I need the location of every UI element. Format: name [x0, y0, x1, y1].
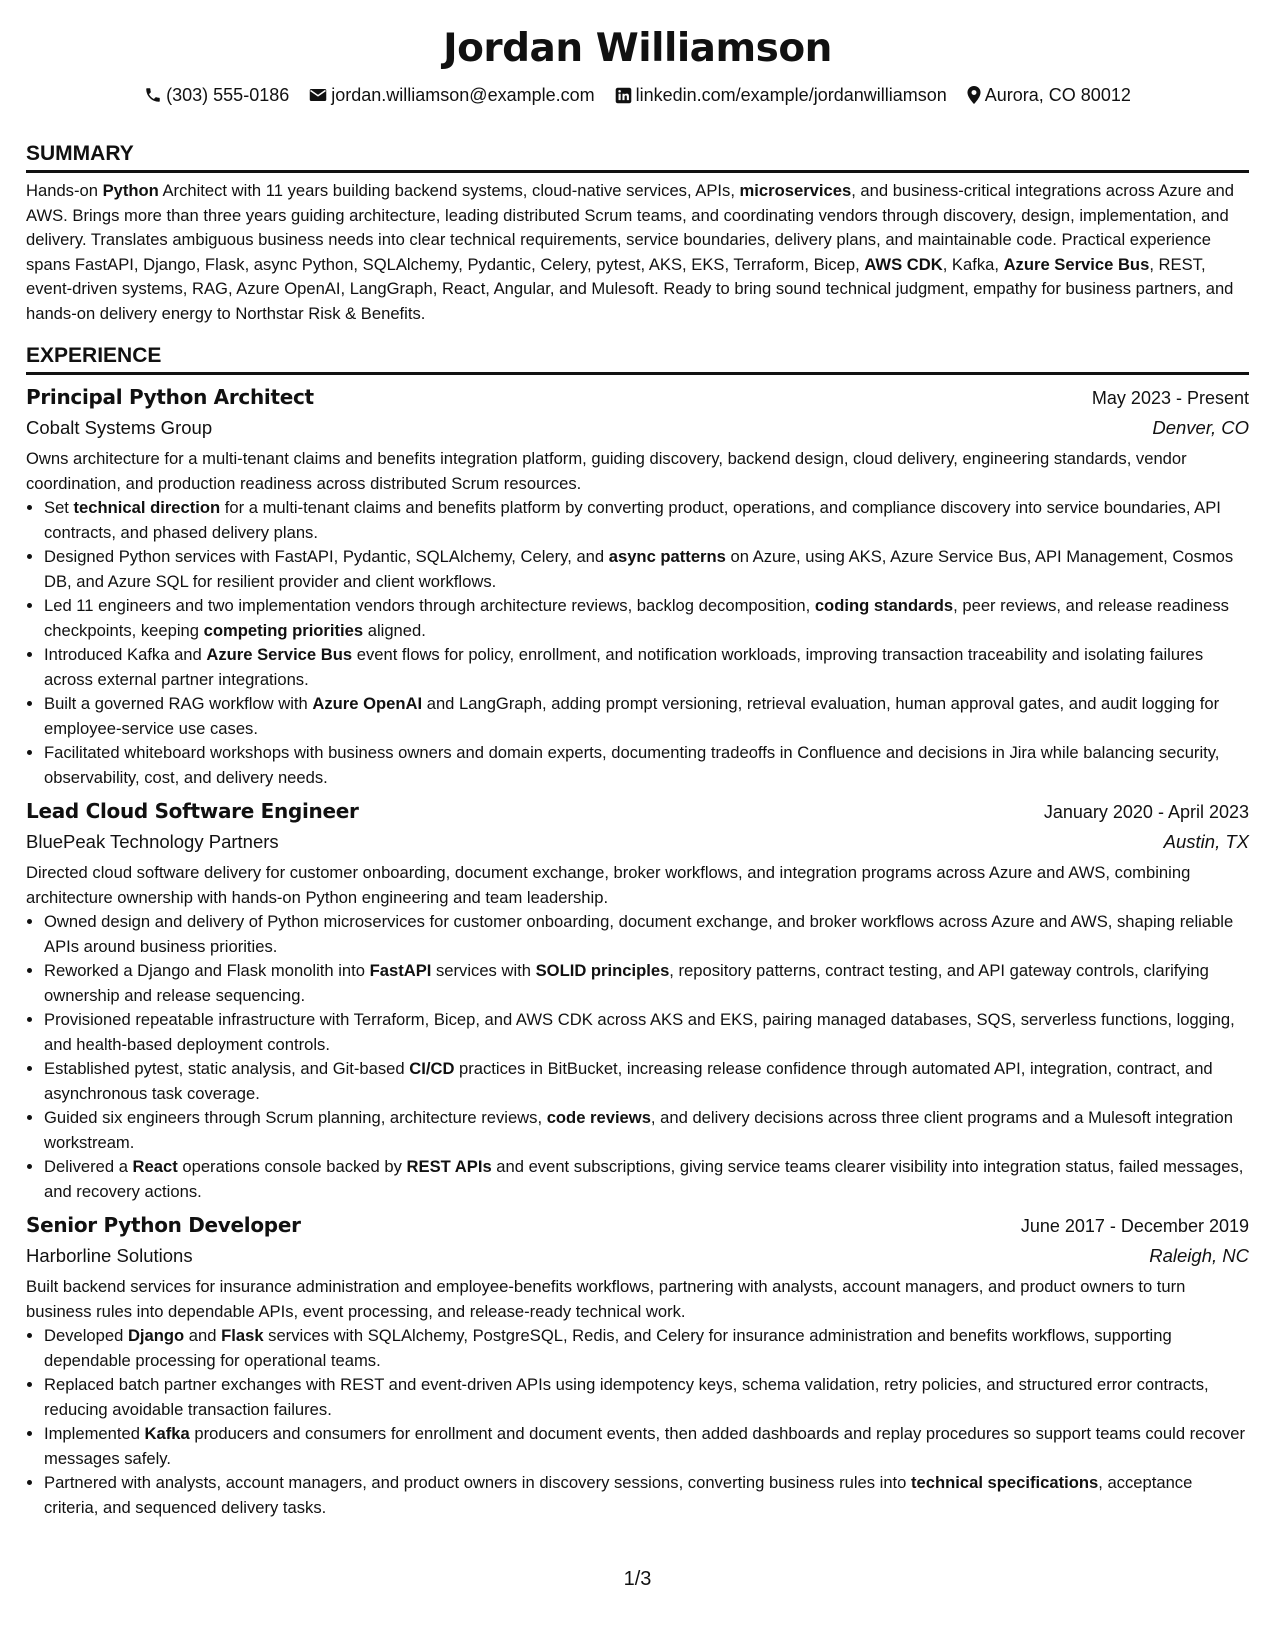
text-run: services with	[431, 961, 536, 980]
text-run: Guided six engineers through Scrum planning, architecture reviews,	[44, 1108, 547, 1127]
summary-text	[26, 179, 1249, 326]
text-run: Established pytest, static analysis, and Git-based	[44, 1059, 410, 1078]
job-header	[26, 384, 1249, 411]
emphasized-text: microservices	[739, 181, 852, 200]
company-name: Cobalt Systems Group	[26, 417, 213, 438]
contact-phone[interactable]	[144, 84, 289, 106]
text-run: and event subscriptions, giving service teams clearer visibility into integration status, failed messages, and recovery actions.	[44, 1157, 1244, 1201]
text-run: , and delivery decisions across three client programs and a Mulesoft integration workstream.	[44, 1108, 1233, 1152]
job-subheader	[26, 830, 1249, 854]
emphasized-text: Python	[102, 181, 159, 200]
candidate-name: Jordan Williamson	[443, 26, 832, 71]
summary-heading: SUMMARY	[26, 142, 1249, 173]
job-header	[26, 798, 1249, 825]
list-item	[44, 1422, 1249, 1471]
email-icon	[309, 87, 327, 103]
resume-page	[26, 0, 1249, 1520]
location-icon	[967, 86, 981, 104]
contact-location	[967, 84, 1131, 106]
emphasized-text: Azure Service Bus	[206, 645, 353, 664]
page-number: 1/3	[623, 1568, 652, 1590]
text-run: , repository patterns, contract testing, and API gateway controls, clarifying ownership and release sequencing.	[44, 961, 1209, 1005]
text-run: Architect with 11 years building backend systems, cloud-native services, APIs,	[158, 181, 740, 200]
text-run: Delivered a	[44, 1157, 133, 1176]
list-item	[44, 1057, 1249, 1106]
list-item	[44, 741, 1249, 790]
list-item	[44, 643, 1249, 692]
text-run: Designed Python services with FastAPI, Pydantic, SQLAlchemy, Celery, and	[44, 547, 609, 566]
phone-number: (303) 555-0186	[166, 85, 290, 105]
list-item	[44, 1106, 1249, 1155]
job-bullets	[26, 1324, 1249, 1520]
text-run: , and business-critical integrations across Azure and AWS. Brings more than three years guiding architecture, leading distributed Scrum teams, and coordinating vendors through discovery, design, implementation, and delivery. Translates ambiguous business needs into clear technical requirements, service boundaries, delivery plans, and maintainable code. Practical experience spans FastAPI, Django, Flask, async Python, SQLAlchemy, Pydantic, Celery, pytest, AKS, EKS, Terraform, Bicep,	[26, 181, 1234, 274]
text-run: Introduced Kafka and	[44, 645, 207, 664]
emphasized-text: CI/CD	[409, 1059, 455, 1078]
emphasized-text: AWS CDK	[864, 254, 943, 274]
job-entry	[26, 798, 1249, 1204]
emphasized-text: async patterns	[608, 547, 726, 566]
emphasized-text: React	[132, 1157, 178, 1176]
text-run: Hands-on	[26, 181, 103, 200]
text-run: services with SQLAlchemy, PostgreSQL, Redis, and Celery for insurance administration and benefits workflows, supporting dependable processing for operational teams.	[44, 1326, 1172, 1370]
job-summary: Directed cloud software delivery for customer onboarding, document exchange, broker workflows, and integration programs across Azure and AWS, combining architecture ownership with hands-on Python engineering and team leadership.	[26, 863, 1191, 907]
phone-icon	[144, 86, 162, 104]
company-name: Harborline Solutions	[26, 1245, 193, 1266]
job-dates: May 2023 - Present	[1091, 388, 1249, 408]
list-item	[44, 692, 1249, 741]
list-item	[44, 1373, 1249, 1422]
emphasized-text: Kafka	[144, 1424, 190, 1443]
job-summary: Owns architecture for a multi-tenant claims and benefits integration platform, guiding discovery, backend design, cloud delivery, engineering standards, vendor coordination, and production readiness across distributed Scrum resources.	[26, 449, 1187, 493]
list-item	[44, 594, 1249, 643]
text-run: Provisioned repeatable infrastructure with Terraform, Bicep, and AWS CDK across AKS and EKS, pairing managed databases, SQS, serverless functions, logging, and health-based deployment controls.	[44, 1010, 1235, 1054]
emphasized-text: technical direction	[73, 498, 221, 517]
text-run: Implemented	[44, 1424, 145, 1443]
job-subheader	[26, 416, 1249, 440]
list-item	[44, 1471, 1249, 1520]
emphasized-text: technical specifications	[911, 1473, 1099, 1492]
job-bullets	[26, 496, 1249, 790]
text-run: and	[184, 1326, 222, 1345]
list-item	[44, 1155, 1249, 1204]
text-run: Set	[44, 498, 74, 517]
job-header	[26, 1212, 1249, 1239]
text-run: , REST, event-driven systems, RAG, Azure OpenAI, LangGraph, React, Angular, and Mulesoft. Ready to bring sound technical judgment, empathy for business partners, and hands-on delivery energy to Northstar Risk & Benefits.	[26, 254, 1234, 323]
text-run: aligned.	[363, 620, 426, 640]
job-dates: June 2017 - December 2019	[1020, 1216, 1249, 1236]
text-run: Replaced batch partner exchanges with REST and event-driven APIs using idempotency keys, schema validation, retry policies, and structured error contracts, reducing avoidable transaction failures.	[44, 1375, 1209, 1419]
text-run: , acceptance criteria, and sequenced delivery tasks.	[44, 1473, 1193, 1517]
text-run: Led 11 engineers and two implementation vendors through architecture reviews, backlog decomposition,	[44, 596, 815, 615]
text-run: producers and consumers for enrollment and document events, then added dashboards and replay procedures so support teams could recover messages safely.	[44, 1424, 1245, 1468]
job-subheader	[26, 1244, 1249, 1268]
emphasized-text: competing priorities	[203, 620, 364, 640]
experience-heading: EXPERIENCE	[26, 344, 1249, 375]
text-run: on Azure, using AKS, Azure Service Bus, API Management, Cosmos DB, and Azure SQL for resilient provider and client workflows.	[44, 547, 1234, 591]
job-entry	[26, 384, 1249, 790]
job-bullets	[26, 910, 1249, 1204]
linkedin-url: linkedin.com/example/jordanwilliamson	[635, 85, 947, 105]
emphasized-text: FastAPI	[369, 961, 432, 980]
job-dates: January 2020 - April 2023	[1043, 802, 1249, 822]
list-item	[44, 1324, 1249, 1373]
job-location: Raleigh, NC	[1149, 1245, 1249, 1266]
job-location: Denver, CO	[1152, 417, 1249, 438]
job-location: Austin, TX	[1163, 831, 1249, 852]
experience-list	[26, 384, 1249, 1520]
text-run: Partnered with analysts, account managers, and product owners in discovery sessions, converting business rules into	[44, 1473, 912, 1492]
emphasized-text: Azure Service Bus	[1003, 254, 1150, 274]
contact-email[interactable]	[309, 84, 594, 106]
contact-bar	[26, 84, 1249, 106]
text-run: Reworked a Django and Flask monolith into	[44, 961, 370, 980]
text-run: and LangGraph, adding prompt versioning, retrieval evaluation, human approval gates, and audit logging for employee-service use cases.	[44, 694, 1220, 738]
location-text: Aurora, CO 80012	[984, 85, 1131, 105]
job-summary: Built backend services for insurance administration and employee-benefits workflows, partnering with analysts, account managers, and product owners to turn business rules into dependable APIs, event processing, and release-ready technical work.	[26, 1277, 1186, 1321]
emphasized-text: coding standards	[814, 596, 954, 615]
text-run: Developed	[44, 1326, 128, 1345]
list-item	[44, 545, 1249, 594]
job-title: Senior Python Developer	[26, 1213, 301, 1237]
text-run: event flows for policy, enrollment, and notification workloads, improving transaction traceability and isolating failures across external partner integrations.	[44, 645, 1204, 689]
email-address: jordan.williamson@example.com	[331, 85, 595, 105]
emphasized-text: Azure OpenAI	[312, 694, 423, 713]
text-run: Facilitated whiteboard workshops with business owners and domain experts, documenting tradeoffs in Confluence and decisions in Jira while balancing security, observability, cost, and delivery needs.	[44, 743, 1220, 787]
emphasized-text: REST APIs	[406, 1157, 492, 1176]
text-run: , peer reviews, and release readiness checkpoints, keeping	[44, 596, 1229, 640]
job-title: Lead Cloud Software Engineer	[26, 799, 359, 823]
text-run: Built a governed RAG workflow with	[44, 694, 313, 713]
emphasized-text: Flask	[221, 1326, 264, 1345]
job-title: Principal Python Architect	[26, 385, 314, 409]
emphasized-text: Django	[127, 1326, 185, 1345]
list-item	[44, 959, 1249, 1008]
list-item	[44, 496, 1249, 545]
text-run: operations console backed by	[177, 1157, 407, 1176]
list-item	[44, 1008, 1249, 1057]
text-run: for a multi-tenant claims and benefits platform by converting product, operations, and compliance discovery into service boundaries, API contracts, and phased delivery plans.	[44, 498, 1221, 542]
contact-linkedin[interactable]	[615, 84, 947, 106]
text-run: , Kafka,	[942, 254, 1004, 274]
list-item	[44, 910, 1249, 959]
text-run: practices in BitBucket, increasing release confidence through automated API, integration, contract, and asynchronous task coverage.	[44, 1059, 1213, 1103]
emphasized-text: code reviews	[546, 1108, 651, 1127]
text-run: Owned design and delivery of Python microservices for customer onboarding, document exchange, and broker workflows across Azure and AWS, shaping reliable APIs around business priorities.	[44, 912, 1234, 956]
job-entry	[26, 1212, 1249, 1520]
company-name: BluePeak Technology Partners	[26, 831, 279, 852]
linkedin-icon	[615, 87, 632, 104]
emphasized-text: SOLID principles	[535, 961, 670, 980]
